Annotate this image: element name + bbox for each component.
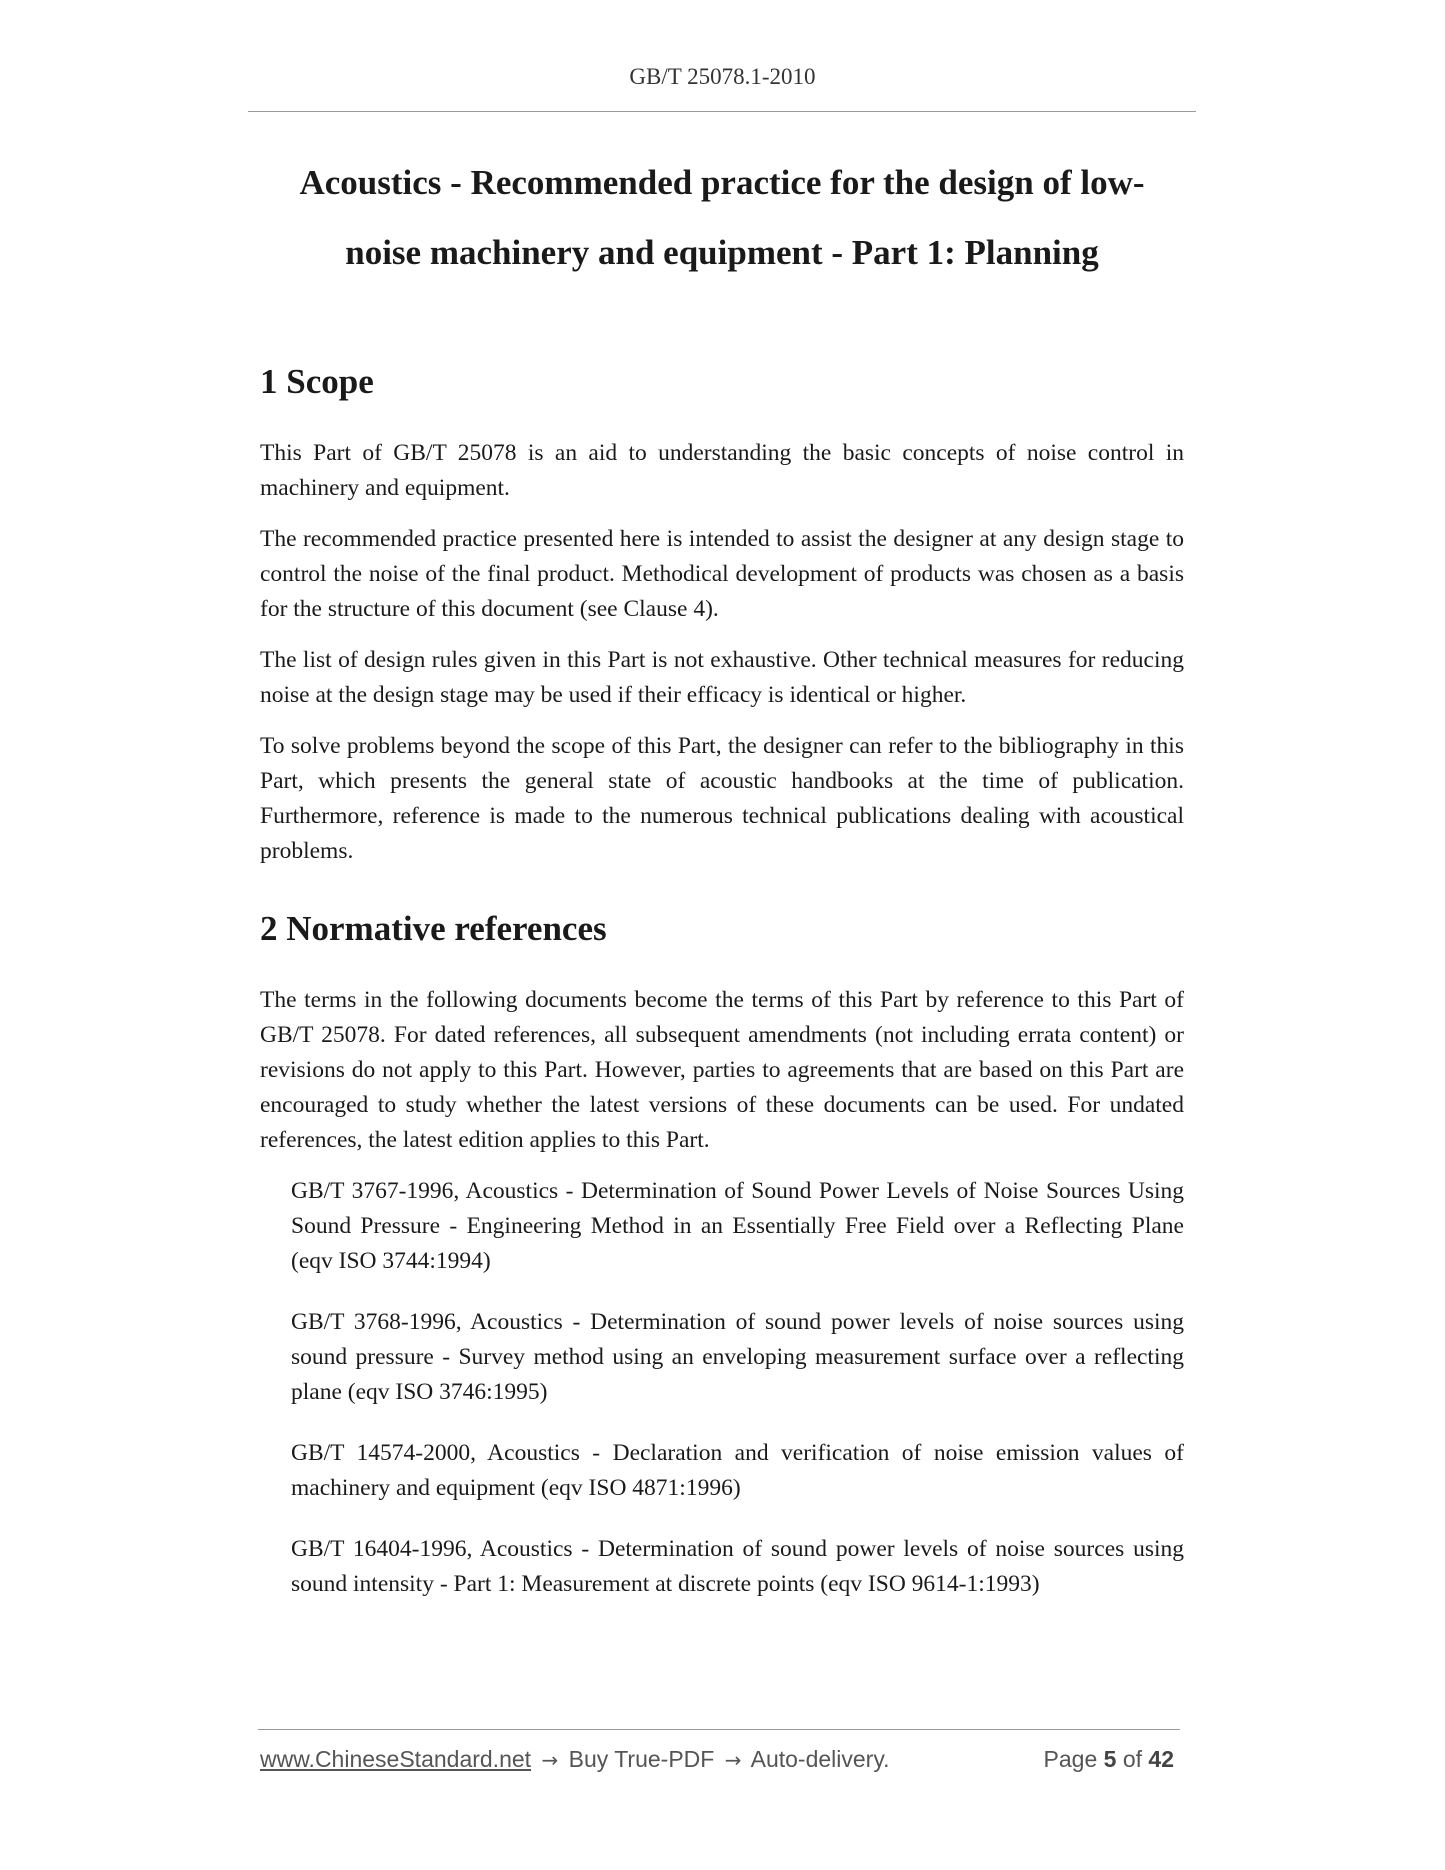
section-heading-scope: 1 Scope — [260, 362, 374, 401]
total-pages: 42 — [1148, 1746, 1174, 1772]
page-indicator — [1044, 1746, 1174, 1773]
section-heading-normative-references: 2 Normative references — [260, 909, 607, 948]
document-title — [248, 148, 1196, 288]
auto-delivery-text: Auto-delivery. — [750, 1746, 890, 1772]
of-label: of — [1122, 1746, 1143, 1772]
reference-item: GB/T 3767-1996, Acoustics - Determination of Sound Power Levels of Noise Sources Using Sound Pressure - Engineering Method in an Essentially Free Field over a Reflecting Plane (eqv ISO 3744:1994) — [291, 1178, 1184, 1274]
reference-item: GB/T 16404-1996, Acoustics - Determination of sound power levels of noise sources using sound intensity - Part 1: Measurement at discrete points (eqv ISO 9614-1:1993) — [291, 1536, 1184, 1597]
page-content — [260, 360, 1184, 1628]
title-line-1: Acoustics - Recommended practice for the design of low- — [299, 163, 1145, 202]
footer-promo — [260, 1746, 890, 1773]
title-line-2: noise machinery and equipment - Part 1: Planning — [345, 233, 1099, 272]
page-footer — [260, 1746, 1178, 1778]
scope-paragraph: This Part of GB/T 25078 is an aid to understanding the basic concepts of noise control in machinery and equipment. — [260, 440, 1184, 501]
header-divider — [248, 111, 1196, 112]
reference-item: GB/T 14574-2000, Acoustics - Declaration and verification of noise emission values of machinery and equipment (eqv ISO 4871:1996) — [291, 1440, 1184, 1501]
scope-paragraph: The recommended practice presented here is intended to assist the designer at any design stage to control the noise of the final product. Methodical development of products was chosen as a basis for the structure of this document (see Clause 4). — [260, 526, 1184, 622]
normative-intro-paragraph: The terms in the following documents become the terms of this Part by reference to this Part of GB/T 25078. For dated references, all subsequent amendments (not including errata content) or revisions do not apply to this Part. However, parties to agreements that are based on this Part are encouraged to study whether the latest versions of these documents can be used. For undated references, the latest edition applies to this Part. — [260, 987, 1184, 1153]
reference-list — [260, 1174, 1184, 1602]
buy-true-pdf-text: Buy True-PDF — [568, 1746, 715, 1772]
reference-item: GB/T 3768-1996, Acoustics - Determination of sound power levels of noise sources using sound pressure - Survey method using an enveloping measurement surface over a reflecting plane (eqv ISO 3746:1995) — [291, 1309, 1184, 1405]
page-label: Page — [1043, 1746, 1098, 1772]
footer-divider — [258, 1729, 1180, 1730]
current-page-number: 5 — [1103, 1746, 1117, 1772]
scope-paragraph: To solve problems beyond the scope of this Part, the designer can refer to the bibliography in this Part, which presents the general state of acoustic handbooks at the time of publication. Furthermore, reference is made to the numerous technical publications dealing with acoustical problems. — [260, 733, 1184, 864]
arrow-right-icon: → — [541, 1748, 559, 1772]
scope-paragraph: The list of design rules given in this Part is not exhaustive. Other technical measures for reducing noise at the design stage may be used if their efficacy is identical or higher. — [260, 647, 1184, 708]
running-header: GB/T 25078.1-2010 — [629, 64, 816, 89]
website-link[interactable]: www.ChineseStandard.net — [260, 1746, 532, 1772]
arrow-right-icon: → — [724, 1748, 742, 1772]
